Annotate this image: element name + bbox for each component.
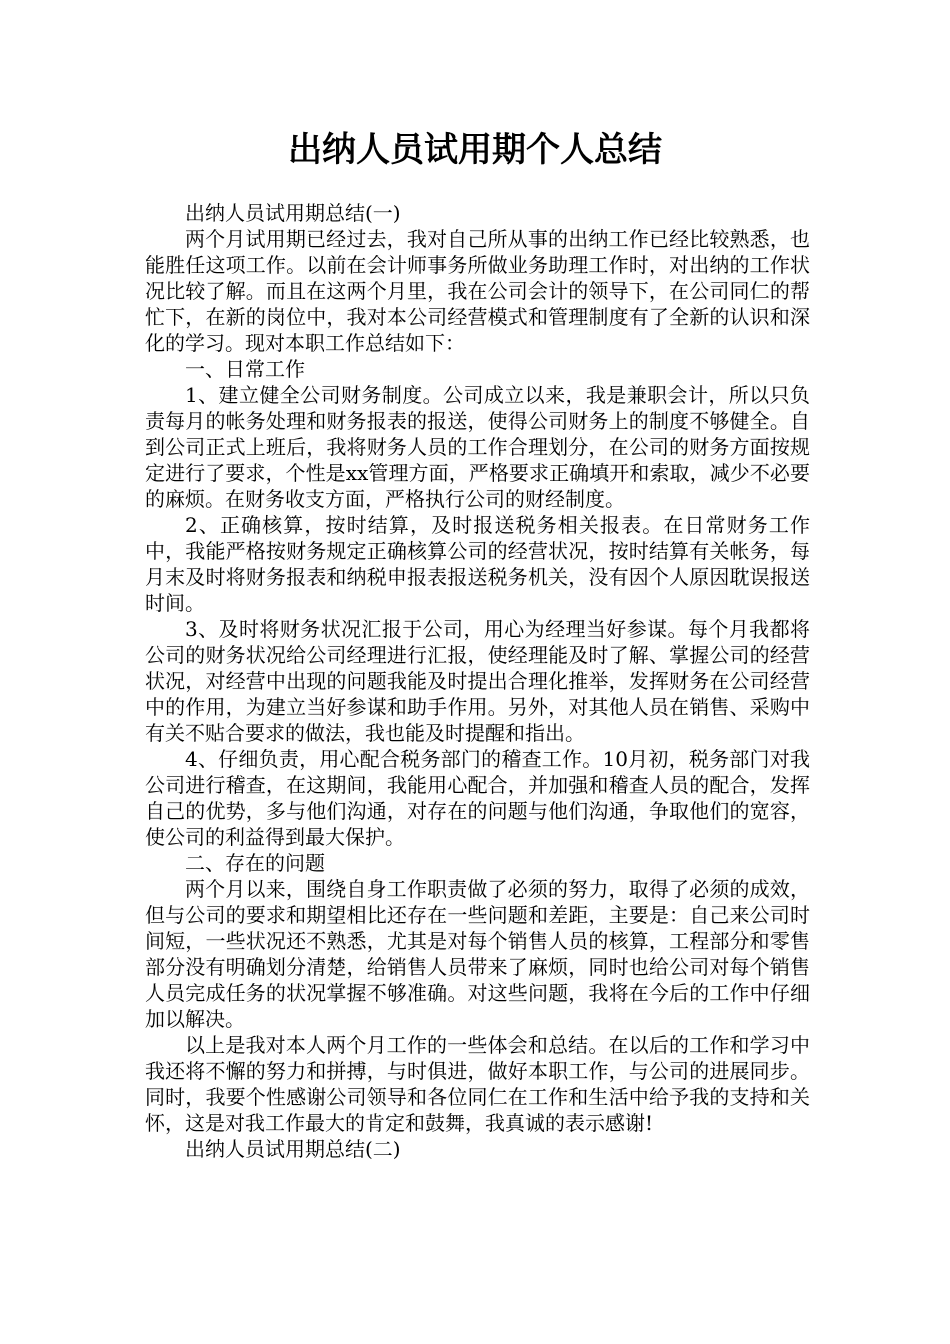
item-paragraph-3: 3、及时将财务状况汇报于公司，用心为经理当好参谋。每个月我都将公司的财务状况给公司经理进行汇报，使经理能及时了解、掌握公司的经营状况，对经营中出现的问题我能及时提出合理化推举，发挥财务在公司经营中的作用，为建立当好参谋和助手作用。另外，对其他人员在销售、采购中有关不贴合要求的做法，我也能及时提醒和指出。 [145,617,810,745]
problems-paragraph: 两个月以来，围绕自身工作职责做了必须的努力，取得了必须的成效，但与公司的要求和期望相比还存在一些问题和差距，主要是：自己来公司时间短，一些状况还不熟悉，尤其是对每个销售人员的核算，工程部分和零售部分没有明确划分清楚，给销售人员带来了麻烦，同时也给公司对每个销售人员完成任务的状况掌握不够准确。对这些问题，我将在今后的工作中仔细加以解决。 [145,877,810,1031]
section-heading-part-two: 出纳人员试用期总结(二) [185,1137,401,1161]
section-heading-daily-work: 一、日常工作 [185,357,305,381]
closing-paragraph: 以上是我对本人两个月工作的一些体会和总结。在以后的工作和学习中我还将不懈的努力和拼搏，与时俱进，做好本职工作，与公司的进展同步。同时，我要个性感谢公司领导和各位同仁在工作和生活中给予我的支持和关怀，这是对我工作最大的肯定和鼓舞，我真诚的表示感谢! [145,1033,810,1135]
item-paragraph-4: 4、仔细负责，用心配合税务部门的稽查工作。10月初，税务部门对我公司进行稽查，在这期间，我能用心配合，并加强和稽查人员的配合，发挥自己的优势，多与他们沟通，对存在的问题与他们沟通，争取他们的宽容，使公司的利益得到最大保护。 [145,747,810,849]
section-heading-part-one: 出纳人员试用期总结(一) [185,201,401,225]
item-paragraph-2: 2、正确核算，按时结算，及时报送税务相关报表。在日常财务工作中，我能严格按财务规定正确核算公司的经营状况，按时结算有关帐务，每月末及时将财务报表和纳税申报表报送税务机关，没有因个人原因耽误报送时间。 [145,513,810,615]
intro-paragraph: 两个月试用期已经过去，我对自己所从事的出纳工作已经比较熟悉，也能胜任这项工作。以前在会计师事务所做业务助理工作时，对出纳的工作状况比较了解。而且在这两个月里，我在公司会计的领导下，在公司同仁的帮忙下，在新的岗位中，我对本公司经营模式和管理制度有了全新的认识和深化的学习。现对本职工作总结如下： [145,227,810,355]
document-body [145,200,810,1162]
section-heading-problems: 二、存在的问题 [185,851,325,875]
page-title: 出纳人员试用期个人总结 [288,130,662,170]
item-paragraph-1: 1、建立健全公司财务制度。公司成立以来，我是兼职会计，所以只负责每月的帐务处理和财务报表的报送，使得公司财务上的制度不够健全。自到公司正式上班后，我将财务人员的工作合理划分，在公司的财务方面按规定进行了要求，个性是xx管理方面，严格要求正确填开和索取，减少不必要的麻烦。在财务收支方面，严格执行公司的财经制度。 [145,383,810,511]
